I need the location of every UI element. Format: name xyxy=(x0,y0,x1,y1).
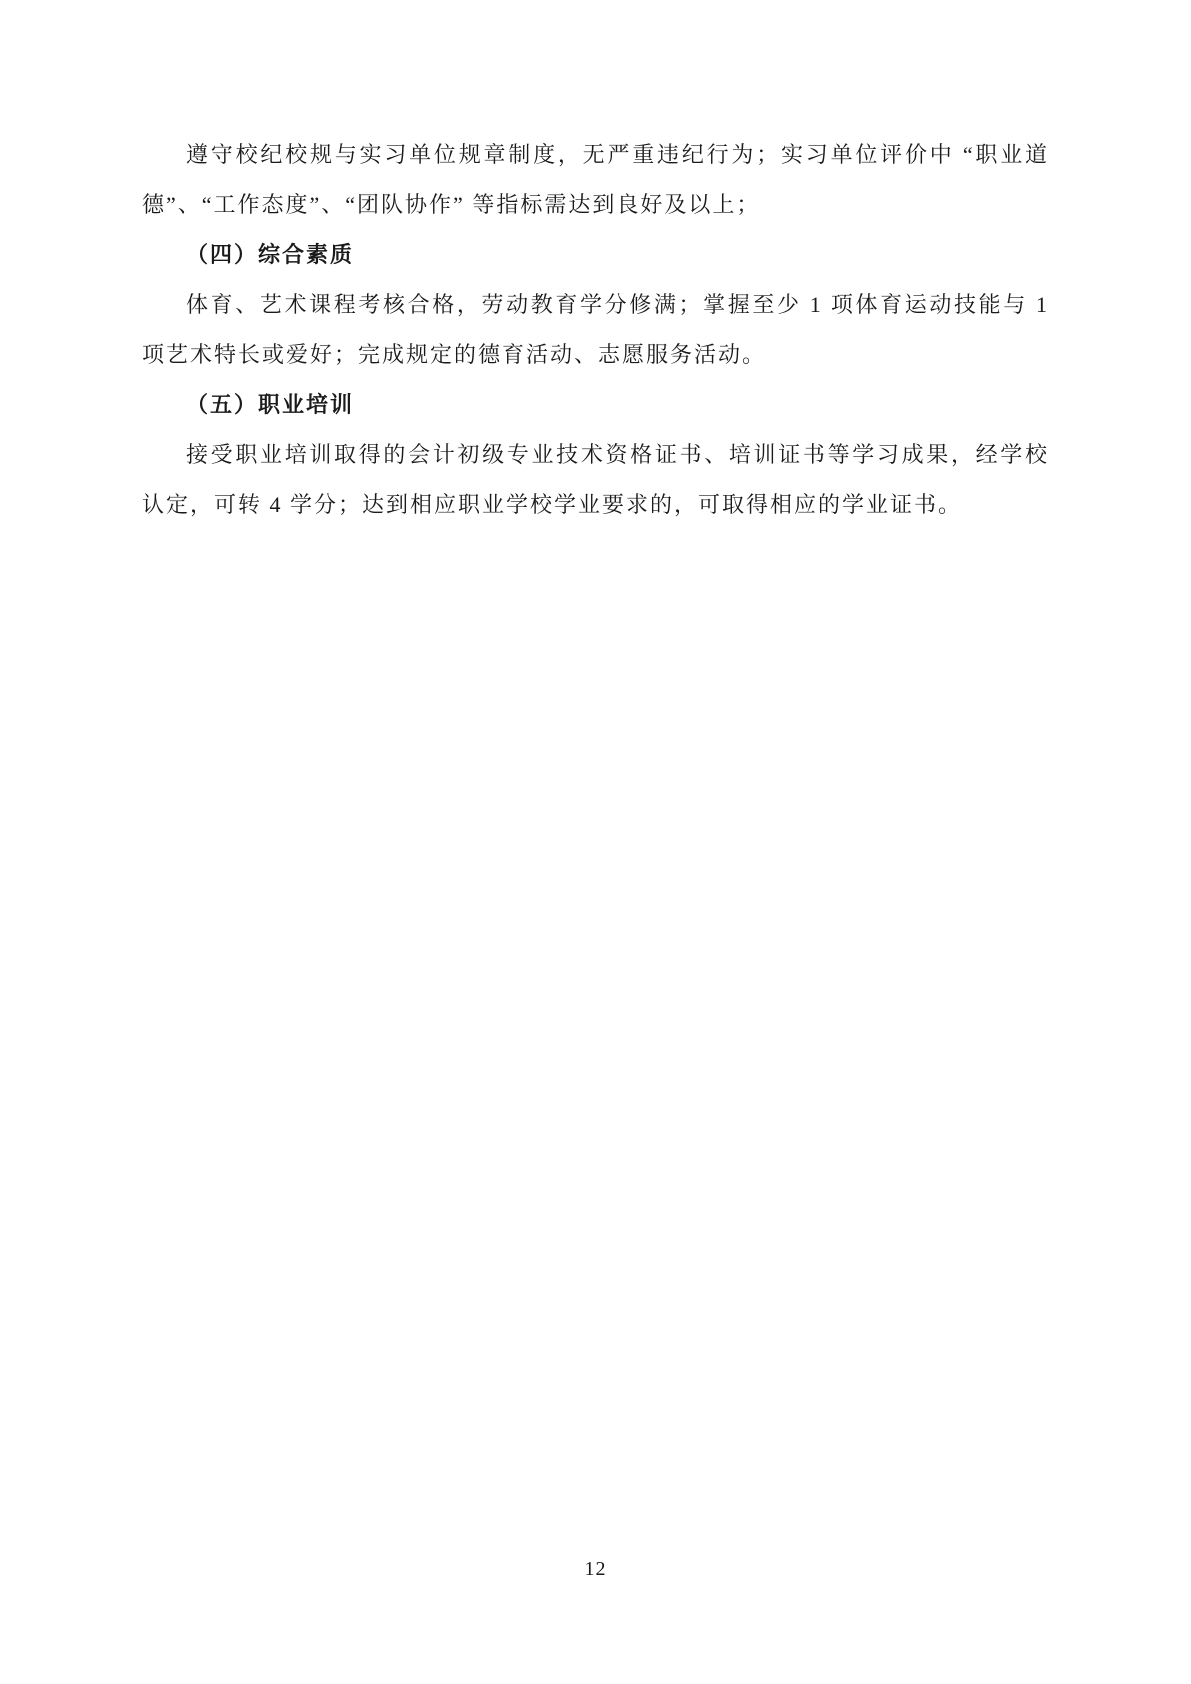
page-number: 12 xyxy=(584,1558,607,1580)
heading-section-4-comprehensive-quality: （四）综合素质 xyxy=(186,242,355,267)
page-content xyxy=(142,130,1049,530)
paragraph-internship-discipline: 遵守校纪校规与实习单位规章制度，无严重违纪行为；实习单位评价中 “职业道德”、“工作态度”、“团队协作” 等指标需达到良好及以上； xyxy=(142,142,1049,217)
paragraph-comprehensive-quality: 体育、艺术课程考核合格，劳动教育学分修满；掌握至少 1 项体育运动技能与 1 项艺术特长或爱好；完成规定的德育活动、志愿服务活动。 xyxy=(142,292,1049,367)
paragraph-vocational-training: 接受职业培训取得的会计初级专业技术资格证书、培训证书等学习成果，经学校认定，可转 4 学分；达到相应职业学校学业要求的，可取得相应的学业证书。 xyxy=(142,442,1049,517)
heading-section-5-vocational-training: （五）职业培训 xyxy=(186,392,355,417)
